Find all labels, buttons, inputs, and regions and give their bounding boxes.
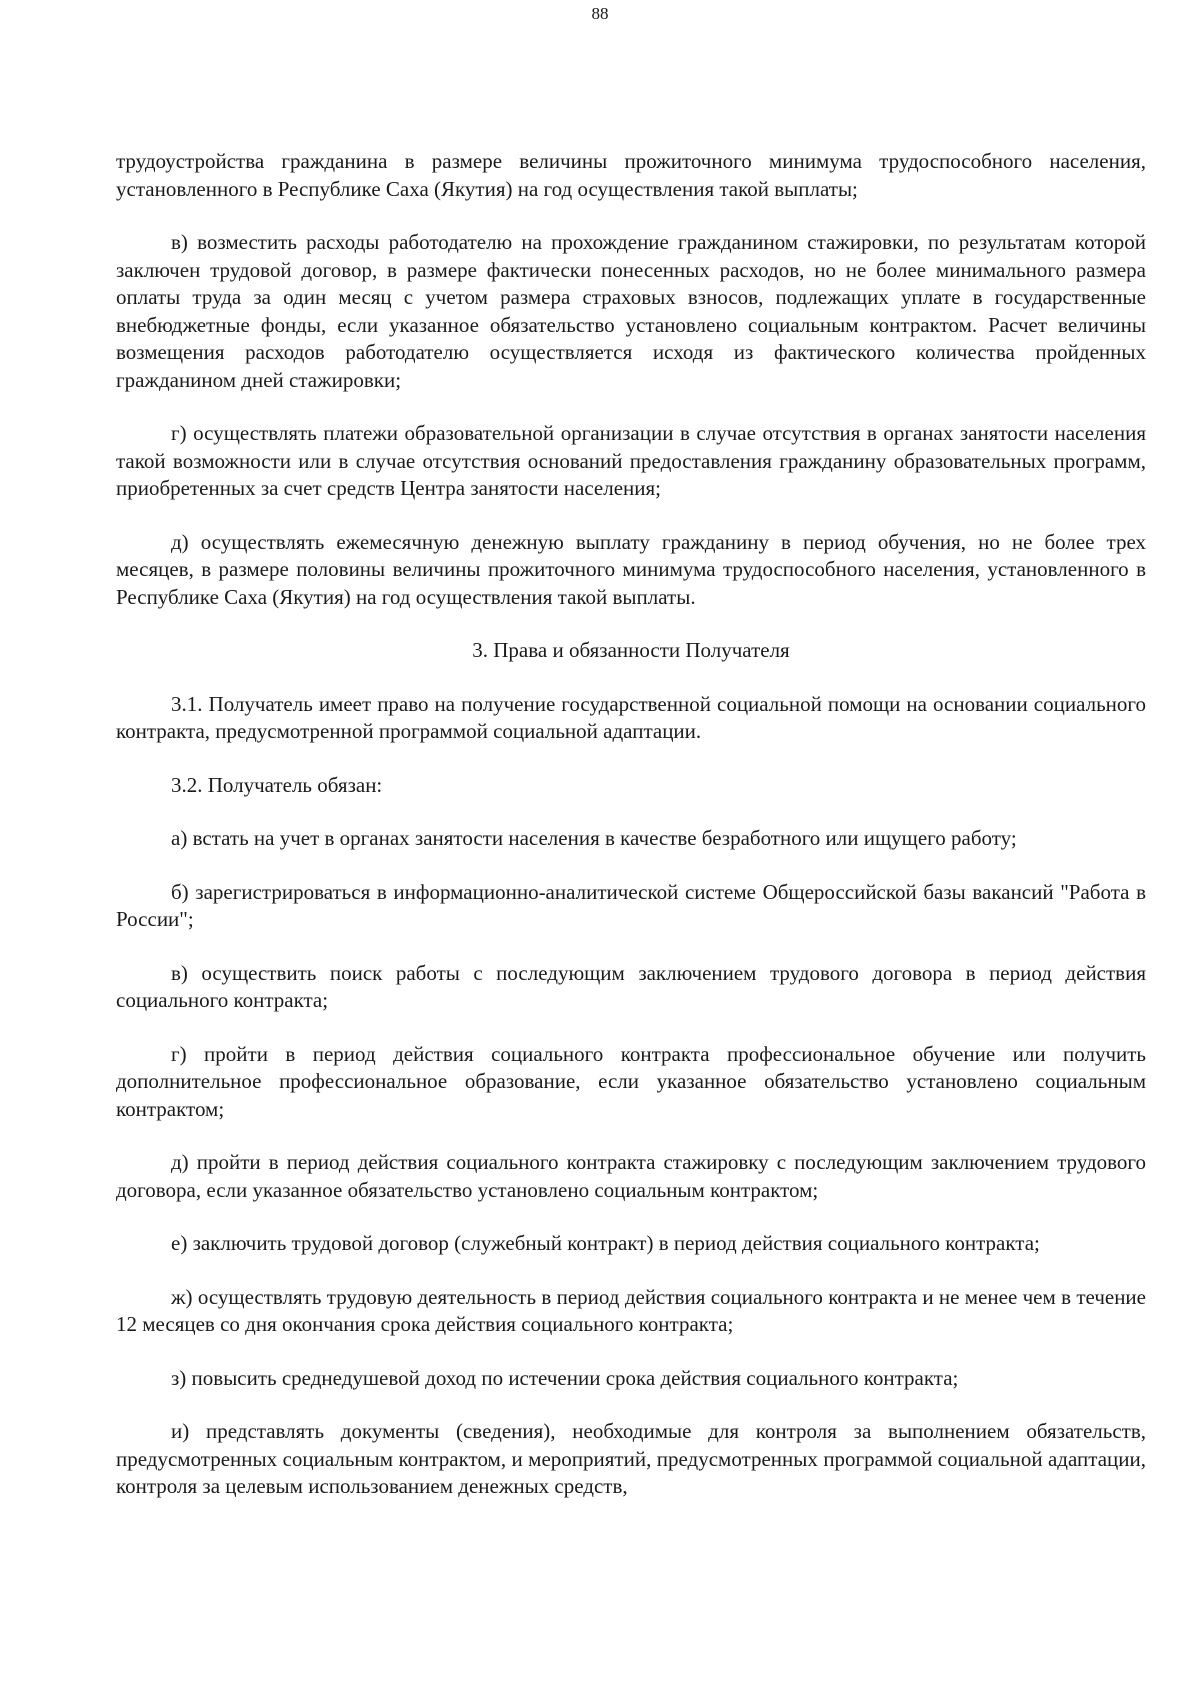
paragraph-duty-d: д) пройти в период действия социального контракта стажировку с последующим заключением трудового договора, если указанное обязательство установлено социальным контрактом; bbox=[116, 1150, 1146, 1202]
paragraph-item-d: д) осуществлять ежемесячную денежную выплату гражданину в период обучения, но не более трех месяцев, в размере половины величины прожиточного минимума трудоспособного населения, установленного в Республике Саха (Якутия) на год осуществления такой выплаты. bbox=[116, 529, 1146, 609]
paragraph-item-g: г) осуществлять платежи образовательной организации в случае отсутствия в органах занятости населения такой возможности или в случае отсутствия оснований предоставления гражданину образовательных программ, приобретенных за счет средств Центра занятости населения; bbox=[116, 421, 1146, 500]
paragraph-duty-e: е) заключить трудовой договор (служебный контракт) в период действия социального контракта; bbox=[171, 1231, 1040, 1255]
paragraph-3-1: 3.1. Получатель имеет право на получение государственной социальной помощи на основании социального контракта, предусмотренной программой социальной адаптации. bbox=[116, 691, 1146, 743]
section-heading: 3. Права и обязанности Получателя bbox=[472, 638, 790, 662]
paragraph-duty-zh: ж) осуществлять трудовую деятельность в период действия социального контракта и не менее чем в течение 12 месяцев со дня окончания срока действия социального контракта; bbox=[116, 1284, 1146, 1336]
paragraph-duty-a: а) встать на учет в органах занятости населения в качестве безработного или ищущего работу; bbox=[171, 826, 1017, 850]
document-body bbox=[116, 148, 1146, 1527]
paragraph-item-v: в) возместить расходы работодателю на прохождение гражданином стажировки, по результатам которой заключен трудовой договор, в размере фактически понесенных расходов, но не более минимального размера оплаты труда за один месяц с учетом размера страховых взносов, подлежащих уплате в государственные внебюджетные фонды, если указанное обязательство установлено социальным контрактом. Расчет величины возмещения расходов работодателю осуществляется исходя из фактического количества пройденных гражданином дней стажировки; bbox=[116, 230, 1146, 392]
paragraph-duty-z: з) повысить среднедушевой доход по истечении срока действия социального контракта; bbox=[171, 1365, 959, 1390]
paragraph-duty-b: б) зарегистрироваться в информационно-аналитической системе Общероссийской базы вакансий "Работа в России"; bbox=[116, 879, 1146, 931]
paragraph-continuation: трудоустройства гражданина в размере величины прожиточного минимума трудоспособного населения, установленного в Республике Саха (Якутия) на год осуществления такой выплаты; bbox=[116, 149, 1146, 201]
paragraph-3-2: 3.2. Получатель обязан: bbox=[171, 772, 383, 797]
paragraph-duty-v: в) осуществить поиск работы с последующим заключением трудового договора в период действия социального контракта; bbox=[116, 960, 1146, 1012]
page-number: 88 bbox=[591, 4, 609, 23]
paragraph-duty-g: г) пройти в период действия социального контракта профессиональное обучение или получить дополнительное профессиональное образование, если указанное обязательство установлено социальным контрактом; bbox=[116, 1041, 1146, 1121]
paragraph-duty-i: и) представлять документы (сведения), необходимые для контроля за выполнением обязательств, предусмотренных социальным контрактом, и мероприятий, предусмотренных программой социальной адаптации, контроля за целевым использованием денежных средств, bbox=[116, 1419, 1146, 1498]
